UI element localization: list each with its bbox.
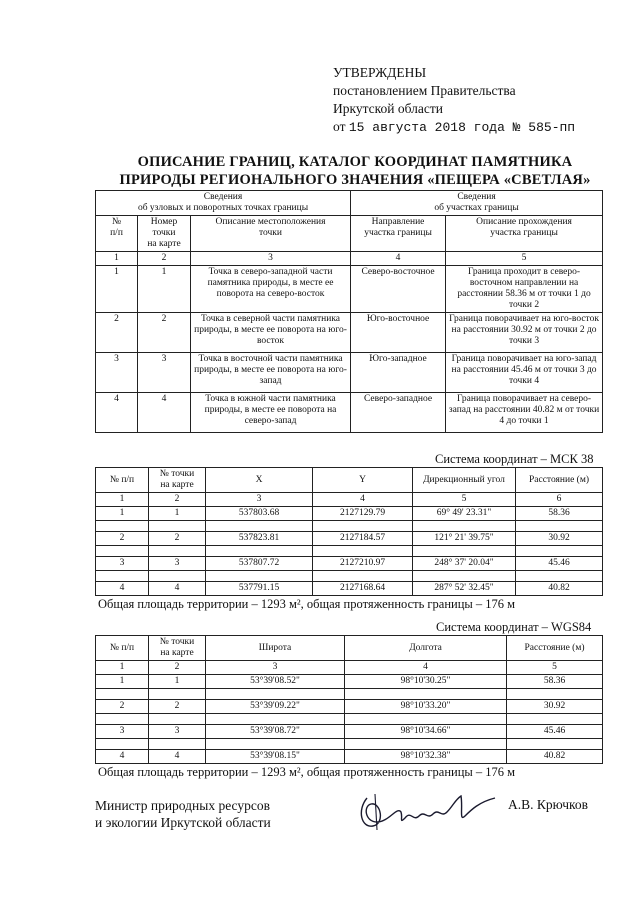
table-cell: Точка в южной части памятника природы, в месте ее поворота на северо-запад bbox=[191, 393, 351, 433]
column-number: 1 bbox=[96, 661, 149, 675]
spacer-cell bbox=[313, 546, 413, 557]
table-cell: 537791.15 bbox=[206, 582, 313, 596]
spacer-cell bbox=[507, 739, 603, 750]
document-title bbox=[90, 153, 620, 189]
spacer-cell bbox=[149, 714, 206, 725]
table-row bbox=[96, 507, 603, 521]
column-number: 4 bbox=[351, 252, 446, 266]
msk-caption: Система координат – МСК 38 bbox=[435, 452, 594, 466]
table-cell: 30.92 bbox=[507, 700, 603, 714]
table-cell: 2 bbox=[138, 313, 191, 353]
group-header-points: Сведения об узловых и поворотных точках границы bbox=[96, 191, 351, 216]
table-cell: 45.46 bbox=[507, 725, 603, 739]
table-cell: 3 bbox=[96, 353, 138, 393]
table-cell: 1 bbox=[96, 675, 149, 689]
table-cell: Точка в восточной части памятника природы, в месте ее поворота на юго-запад bbox=[191, 353, 351, 393]
table-cell: 2 bbox=[149, 700, 206, 714]
approval-block bbox=[333, 64, 575, 137]
spacer-cell bbox=[96, 739, 149, 750]
table-cell: 1 bbox=[149, 507, 206, 521]
spacer-row bbox=[96, 521, 603, 532]
table-cell: 2 bbox=[96, 532, 149, 546]
column-number-row bbox=[96, 252, 603, 266]
approval-authority: Иркутской области bbox=[333, 101, 444, 116]
table-cell: 4 bbox=[149, 582, 206, 596]
table-cell: 45.46 bbox=[516, 557, 603, 571]
spacer-cell bbox=[345, 689, 507, 700]
wgs84-coordinates-table bbox=[95, 635, 603, 764]
table-row bbox=[96, 700, 603, 714]
table-cell: Юго-западное bbox=[351, 353, 446, 393]
table-cell: Граница проходит в северо-восточном направлении на расстоянии 58.36 м от точки 1 до точки 2 bbox=[446, 266, 603, 313]
msk38-coordinates-table bbox=[95, 467, 603, 596]
table-cell: 4 bbox=[96, 393, 138, 433]
column-header: № п/п bbox=[96, 468, 149, 493]
table-row bbox=[96, 582, 603, 596]
column-header: № точки на карте bbox=[149, 468, 206, 493]
group-header-row bbox=[96, 191, 603, 216]
table-cell: 1 bbox=[96, 266, 138, 313]
group-header-segments: Сведения об участках границы bbox=[351, 191, 603, 216]
column-header: Расстояние (м) bbox=[507, 636, 603, 661]
column-header: Y bbox=[313, 468, 413, 493]
column-header: Описание прохождения участка границы bbox=[446, 216, 603, 252]
spacer-cell bbox=[96, 689, 149, 700]
table-cell: Северо-восточное bbox=[351, 266, 446, 313]
spacer-cell bbox=[413, 571, 516, 582]
table-cell: 4 bbox=[138, 393, 191, 433]
column-header: Расстояние (м) bbox=[516, 468, 603, 493]
table-cell: 2127129.79 bbox=[313, 507, 413, 521]
table-cell: 4 bbox=[149, 750, 206, 764]
spacer-cell bbox=[206, 521, 313, 532]
table-cell: 1 bbox=[149, 675, 206, 689]
title-line-2: ПРИРОДЫ РЕГИОНАЛЬНОГО ЗНАЧЕНИЯ «ПЕЩЕРА «СВЕТЛАЯ» bbox=[119, 172, 591, 188]
table-cell: 1 bbox=[138, 266, 191, 313]
column-header-row bbox=[96, 468, 603, 493]
spacer-cell bbox=[345, 739, 507, 750]
table-cell: 3 bbox=[138, 353, 191, 393]
column-header-row bbox=[96, 636, 603, 661]
table-cell: 53°39'09.22" bbox=[206, 700, 345, 714]
spacer-cell bbox=[206, 739, 345, 750]
approval-act: постановлением Правительства bbox=[333, 83, 516, 98]
spacer-cell bbox=[413, 521, 516, 532]
table-cell: 53°39'08.72" bbox=[206, 725, 345, 739]
column-header: X bbox=[206, 468, 313, 493]
table-cell: 3 bbox=[96, 557, 149, 571]
spacer-cell bbox=[206, 571, 313, 582]
wgs-area-text: Общая площадь территории – 1293 м², общая протяженность границы – 176 м bbox=[98, 765, 516, 779]
column-header: № п/п bbox=[96, 216, 138, 252]
table-cell: 30.92 bbox=[516, 532, 603, 546]
column-number: 4 bbox=[313, 493, 413, 507]
table-cell: Граница поворачивает на северо-запад на расстоянии 40.82 м от точки 4 до точки 1 bbox=[446, 393, 603, 433]
spacer-cell bbox=[96, 571, 149, 582]
table-row bbox=[96, 725, 603, 739]
spacer-cell bbox=[516, 546, 603, 557]
column-header: Описание местоположения точки bbox=[191, 216, 351, 252]
spacer-cell bbox=[149, 689, 206, 700]
boundary-description-table bbox=[95, 190, 603, 433]
spacer-cell bbox=[413, 546, 516, 557]
column-header-row bbox=[96, 216, 603, 252]
spacer-cell bbox=[313, 571, 413, 582]
handwritten-signature bbox=[355, 788, 505, 838]
spacer-cell bbox=[313, 521, 413, 532]
column-number: 5 bbox=[446, 252, 603, 266]
table-cell: 98°10'33.20" bbox=[345, 700, 507, 714]
table-row bbox=[96, 532, 603, 546]
signatory-position bbox=[95, 797, 271, 831]
table-row bbox=[96, 393, 603, 433]
table-cell: 58.36 bbox=[507, 675, 603, 689]
column-number: 1 bbox=[96, 252, 138, 266]
table-cell: 2 bbox=[149, 532, 206, 546]
spacer-cell bbox=[206, 714, 345, 725]
column-number: 5 bbox=[413, 493, 516, 507]
spacer-cell bbox=[96, 714, 149, 725]
column-header: Номер точки на карте bbox=[138, 216, 191, 252]
column-header: Направление участка границы bbox=[351, 216, 446, 252]
column-header: Дирекционный угол bbox=[413, 468, 516, 493]
spacer-row bbox=[96, 546, 603, 557]
spacer-cell bbox=[507, 714, 603, 725]
approval-from-label: от bbox=[333, 119, 346, 134]
table-cell: Точка в северной части памятника природы, в месте ее поворота на юго-восток bbox=[191, 313, 351, 353]
spacer-row bbox=[96, 571, 603, 582]
spacer-row bbox=[96, 714, 603, 725]
table-row bbox=[96, 353, 603, 393]
table-cell: 2127184.57 bbox=[313, 532, 413, 546]
table-cell: 537803.68 bbox=[206, 507, 313, 521]
spacer-cell bbox=[507, 689, 603, 700]
table-cell: 4 bbox=[96, 582, 149, 596]
table-cell: 2127210.97 bbox=[313, 557, 413, 571]
column-number: 5 bbox=[507, 661, 603, 675]
table-cell: 2 bbox=[96, 313, 138, 353]
column-number-row bbox=[96, 661, 603, 675]
column-number: 6 bbox=[516, 493, 603, 507]
column-header: № п/п bbox=[96, 636, 149, 661]
spacer-row bbox=[96, 739, 603, 750]
table-cell: 537807.72 bbox=[206, 557, 313, 571]
signatory-position-line-2: и экологии Иркутской области bbox=[95, 815, 271, 830]
table-cell: 4 bbox=[96, 750, 149, 764]
spacer-cell bbox=[149, 739, 206, 750]
table-cell: 121° 21' 39.75" bbox=[413, 532, 516, 546]
spacer-cell bbox=[149, 571, 206, 582]
wgs-caption: Система координат – WGS84 bbox=[436, 620, 592, 634]
table-cell: 98°10'34.66" bbox=[345, 725, 507, 739]
column-number: 3 bbox=[206, 661, 345, 675]
column-number: 2 bbox=[149, 493, 206, 507]
spacer-cell bbox=[516, 571, 603, 582]
table-cell: 98°10'30.25" bbox=[345, 675, 507, 689]
column-header: Долгота bbox=[345, 636, 507, 661]
signatory-position-line-1: Министр природных ресурсов bbox=[95, 798, 270, 813]
table-cell: Юго-восточное bbox=[351, 313, 446, 353]
table-cell: 2 bbox=[96, 700, 149, 714]
spacer-cell bbox=[149, 546, 206, 557]
spacer-cell bbox=[206, 689, 345, 700]
title-line-1: ОПИСАНИЕ ГРАНИЦ, КАТАЛОГ КООРДИНАТ ПАМЯТНИКА bbox=[137, 154, 573, 170]
column-header: Широта bbox=[206, 636, 345, 661]
table-cell: 537823.81 bbox=[206, 532, 313, 546]
approval-heading: УТВЕРЖДЕНЫ bbox=[333, 65, 427, 80]
table-row bbox=[96, 313, 603, 353]
table-cell: Граница поворачивает на юго-запад на расстоянии 45.46 м от точки 3 до точки 4 bbox=[446, 353, 603, 393]
column-number: 1 bbox=[96, 493, 149, 507]
table-cell: 248° 37' 20.04" bbox=[413, 557, 516, 571]
msk-area-text: Общая площадь территории – 1293 м², общая протяженность границы – 176 м bbox=[98, 597, 516, 611]
table-cell: 98°10'32.38" bbox=[345, 750, 507, 764]
table-row bbox=[96, 675, 603, 689]
spacer-cell bbox=[516, 521, 603, 532]
signatory-name: А.В. Крючков bbox=[508, 797, 588, 812]
table-cell: 53°39'08.52" bbox=[206, 675, 345, 689]
table-cell: 3 bbox=[149, 557, 206, 571]
table-row bbox=[96, 557, 603, 571]
approval-date-line bbox=[333, 118, 575, 137]
column-number: 3 bbox=[206, 493, 313, 507]
table-cell: 1 bbox=[96, 507, 149, 521]
table-cell: 40.82 bbox=[507, 750, 603, 764]
table-cell: 3 bbox=[149, 725, 206, 739]
table-cell: Граница поворачивает на юго-восток на расстоянии 30.92 м от точки 2 до точки 3 bbox=[446, 313, 603, 353]
table-cell: 3 bbox=[96, 725, 149, 739]
table-cell: 53°39'08.15" bbox=[206, 750, 345, 764]
table-row bbox=[96, 750, 603, 764]
spacer-cell bbox=[96, 546, 149, 557]
spacer-cell bbox=[206, 546, 313, 557]
spacer-row bbox=[96, 689, 603, 700]
column-number: 4 bbox=[345, 661, 507, 675]
table-row bbox=[96, 266, 603, 313]
table-cell: 2127168.64 bbox=[313, 582, 413, 596]
column-number-row bbox=[96, 493, 603, 507]
column-number: 3 bbox=[191, 252, 351, 266]
table-cell: Точка в северо-западной части памятника природы, в месте ее поворота на северо-восток bbox=[191, 266, 351, 313]
approval-date-number: 15 августа 2018 года № 585-пп bbox=[348, 120, 576, 135]
column-number: 2 bbox=[149, 661, 206, 675]
table-cell: 58.36 bbox=[516, 507, 603, 521]
table-cell: 287° 52' 32.45" bbox=[413, 582, 516, 596]
table-cell: 69° 49' 23.31" bbox=[413, 507, 516, 521]
table-cell: Северо-западное bbox=[351, 393, 446, 433]
table-cell: 40.82 bbox=[516, 582, 603, 596]
column-header: № точки на карте bbox=[149, 636, 206, 661]
spacer-cell bbox=[345, 714, 507, 725]
spacer-cell bbox=[149, 521, 206, 532]
column-number: 2 bbox=[138, 252, 191, 266]
spacer-cell bbox=[96, 521, 149, 532]
